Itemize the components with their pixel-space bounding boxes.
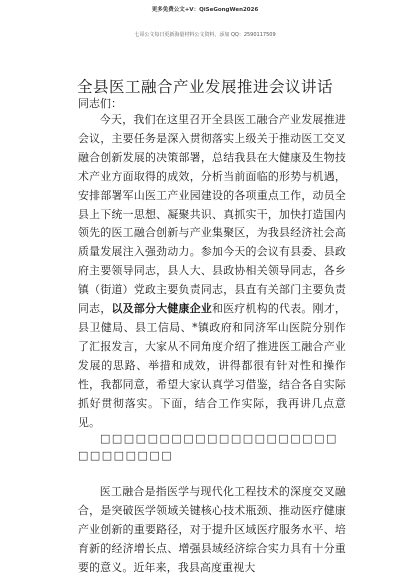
placeholder-glyph-line: □□□□□□□□□□□□□□□□□□□□□□□□□□□□	[78, 432, 338, 462]
paragraph-intro-text-a: 今天，我们在这里召开全县医工融合产业发展推进会议，主要任务是深入贯彻落实上级关于推动医工交叉融合创新发展的决策部署，总结我县在大健康及生物技术产业方面取得的成效，分析当前面临的形势与机遇，安排部署军山医工产业园建设的各项重点工作，动员全县上下统一思想、凝聚共识、真抓实干，加快打造国内领先的医工融合创新与产业集聚区，为我县经济社会高质量发展注入强劲动力。参加今天的会议有县委、县政府主要领导同志，县人大、县政协相关领导同志，各乡镇（街道）党政主要负责同志，县直有关部门主要负责同志，	[78, 113, 346, 316]
paragraph-intro-bold: 以及部分大健康企业	[111, 302, 213, 316]
paragraph-context: 医工融合是指医学与现代化工程技术的深度交叉融合，是突破医学领域关键核心技术瓶颈、推动医疗健康产业创新的重要路径，对于提升区域医疗服务水平、培育新的经济增长点、增强县域经济综合实力具有十分重要的意义。近年来，我县高度重视大	[78, 485, 346, 574]
document-title: 全县医工融合产业发展推进会议讲话	[76, 78, 333, 96]
watermark-subheader: 七哥公文每日更新海量材料公文资料，添加 QQ：2590117509	[134, 32, 276, 38]
watermark-header: 更多免费公文+V：QiSeGongWen2026	[151, 7, 259, 13]
paragraph-intro-text-b: 和医疗机构的代表。刚才，县卫健局、县工信局、*镇政府和同济军山医院分别作了汇报发言，大家从不同角度介绍了推进医工融合产业发展的思路、举措和成效，讲得都很有针对性和操作性，我都同意，希望大家认真学习借鉴，结合各自实际抓好贯彻落实。下面，结合工作实际，我再讲几点意见。	[78, 302, 346, 429]
salutation: 同志们：	[78, 97, 122, 110]
paragraph-intro	[78, 111, 346, 432]
